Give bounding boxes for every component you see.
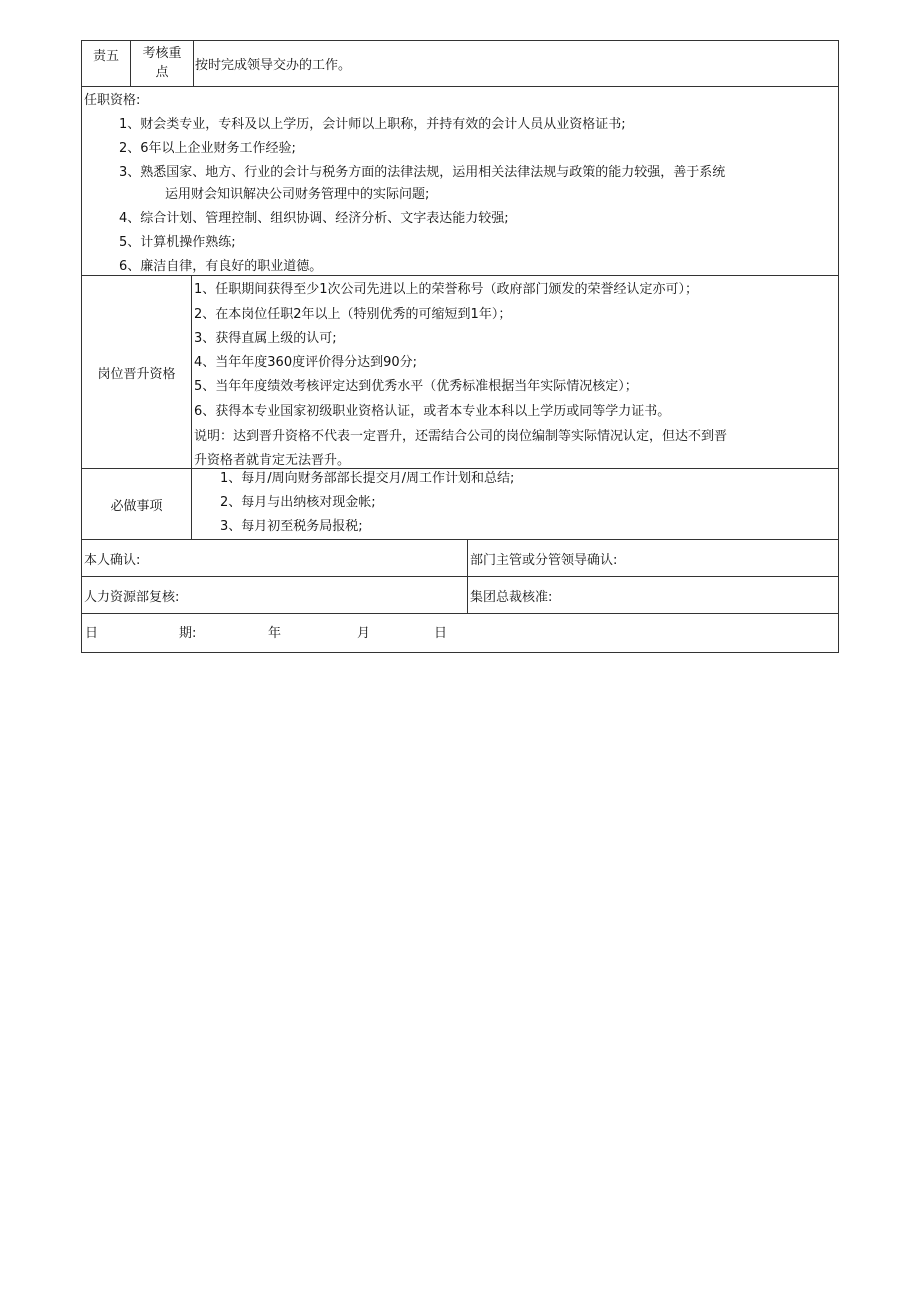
duty-number: 责五 <box>92 49 119 64</box>
dept-confirm-label: 部门主管或分管领导确认: <box>470 552 618 568</box>
must-do-item: 2、每月与出纳核对现金帐; <box>220 495 376 510</box>
duty-category-line1: 考核重 <box>142 46 182 61</box>
qualification-item: 3、熟悉国家、地方、行业的会计与税务方面的法律法规，运用相关法律法规与政策的能力较强，善于系统 <box>119 165 726 180</box>
duty-category-cell <box>130 41 193 86</box>
promotion-item: 3、获得直属上级的认可; <box>194 331 337 346</box>
ceo-approve-label: 集团总裁核准: <box>470 589 553 605</box>
hr-review-label: 人力资源部复核: <box>84 589 180 605</box>
qualifications-row <box>81 86 839 275</box>
duty-row <box>81 40 839 86</box>
approval-row <box>81 576 839 613</box>
duty-category-line2: 点 <box>155 65 169 80</box>
promotion-item: 6、获得本专业国家初级职业资格认证，或者本专业本科以上学历或同等学力证书。 <box>194 404 671 419</box>
must-do-content-cell <box>191 469 838 539</box>
date-day-label: 日 <box>434 626 448 641</box>
self-confirm-cell <box>82 540 467 576</box>
date-month-label: 月 <box>357 626 371 641</box>
date-label-day-char: 日 <box>85 626 99 641</box>
promotion-item: 2、在本岗位任职2年以上（特别优秀的可缩短到1年）； <box>194 307 512 322</box>
promotion-label-cell <box>82 276 191 468</box>
date-label-period-char: 期: <box>179 626 197 641</box>
hr-review-cell <box>82 577 467 613</box>
job-description-table <box>81 40 839 653</box>
must-do-row <box>81 468 839 539</box>
promotion-note-line2: 升资格者就肯定无法晋升。 <box>194 453 351 468</box>
qualification-item: 1、财会类专业，专科及以上学历，会计师以上职称，并持有效的会计人员从业资格证书; <box>119 117 626 132</box>
qualification-item: 6、廉洁自律，有良好的职业道德。 <box>119 259 323 274</box>
duty-content: 按时完成领导交办的工作。 <box>195 58 352 73</box>
must-do-label: 必做事项 <box>110 498 163 514</box>
qualification-item: 2、6年以上企业财务工作经验; <box>119 141 296 156</box>
must-do-label-cell <box>82 469 191 539</box>
dept-confirm-cell <box>467 540 838 576</box>
promotion-item: 1、任职期间获得至少1次公司先进以上的荣誉称号（政府部门颁发的荣誉经认定亦可）； <box>194 282 699 297</box>
duty-number-cell <box>82 41 130 86</box>
qualification-item: 5、计算机操作熟练; <box>119 235 236 250</box>
qualification-item: 4、综合计划、管理控制、组织协调、经济分析、文字表达能力较强; <box>119 211 509 226</box>
ceo-approve-cell <box>467 577 838 613</box>
self-confirm-label: 本人确认: <box>84 552 141 568</box>
qualifications-title: 任职资格: <box>84 93 141 108</box>
confirmation-row <box>81 539 839 576</box>
promotion-content-cell <box>191 276 838 468</box>
must-do-item: 1、每月/周向财务部部长提交月/周工作计划和总结; <box>220 471 515 486</box>
date-row <box>81 613 839 653</box>
promotion-item: 4、当年年度360度评价得分达到90分; <box>194 355 418 370</box>
must-do-item: 3、每月初至税务局报税; <box>220 519 363 534</box>
qualification-item-continuation: 运用财会知识解决公司财务管理中的实际问题; <box>165 187 430 202</box>
promotion-note-line1: 说明：达到晋升资格不代表一定晋升，还需结合公司的岗位编制等实际情况认定，但达不到晋 <box>194 429 728 444</box>
promotion-item: 5、当年年度绩效考核评定达到优秀水平（优秀标准根据当年实际情况核定）； <box>194 379 638 394</box>
duty-content-cell <box>193 41 838 86</box>
promotion-label: 岗位晋升资格 <box>97 366 176 382</box>
date-year-label: 年 <box>268 626 282 641</box>
promotion-row <box>81 275 839 468</box>
